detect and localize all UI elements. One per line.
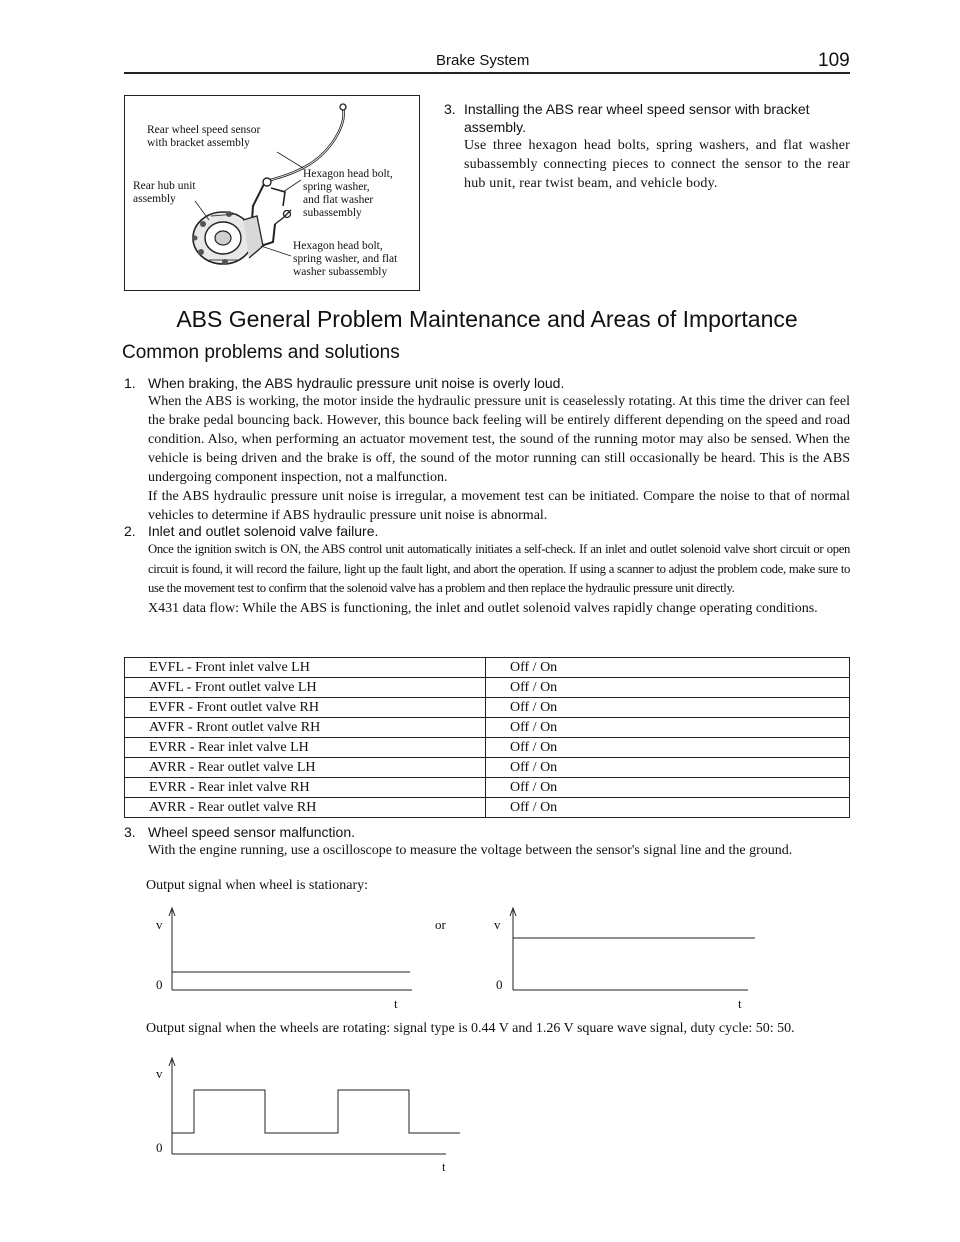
install-step-title: Installing the ABS rear wheel speed sensor with bracket assembly. <box>464 101 810 135</box>
valve-data-table <box>124 657 850 818</box>
valve-name-cell: EVRR - Rear inlet valve RH <box>125 778 486 798</box>
valve-state-cell: Off / On <box>486 738 850 758</box>
install-step-number: 3. <box>444 101 456 117</box>
graph-c-square-wave <box>172 1090 460 1133</box>
graph-c-v-label: v <box>156 1066 163 1081</box>
problem-1-number: 1. <box>124 375 136 391</box>
valve-state-cell: Off / On <box>486 778 850 798</box>
valve-state-cell: Off / On <box>486 758 850 778</box>
label-hub: Rear hub unit assembly <box>133 180 196 205</box>
graph-c-zero-label: 0 <box>156 1140 163 1155</box>
problem-1-heading <box>124 374 850 392</box>
valve-name-cell: AVRR - Rear outlet valve RH <box>125 798 486 818</box>
table-row <box>125 778 850 798</box>
problem-2-title: Inlet and outlet solenoid valve failure. <box>148 523 379 539</box>
subsection-title: Common problems and solutions <box>122 342 400 363</box>
sensor-figure <box>124 95 420 291</box>
valve-state-cell: Off / On <box>486 718 850 738</box>
graph-b-t-label: t <box>738 996 742 1011</box>
problem-1-paragraph: When the ABS is working, the motor inside the hydraulic pressure unit is ceaselessly rotating. At this time the driver can feel the brake pedal bouncing back. However, this bounce back feeling will be entirely different depending on the speed and road condition. Also, when performing an actuator movement test, the sound of the running motor may also be sensed. When the vehicle is being driven and the brake is off, the sound of the motor running can still occasionally be heard. This is the ABS undergoing component inspection, not a malfunction. <box>148 394 850 485</box>
valve-name-cell: AVFR - Rront outlet valve RH <box>125 718 486 738</box>
valve-name-cell: EVRR - Rear inlet valve LH <box>125 738 486 758</box>
table-row <box>125 738 850 758</box>
problem-item-2 <box>124 522 850 618</box>
table-row <box>125 698 850 718</box>
valve-name-cell: AVRR - Rear outlet valve LH <box>125 758 486 778</box>
table-row <box>125 658 850 678</box>
valve-name-cell: AVFL - Front outlet valve LH <box>125 678 486 698</box>
problem-1-title: When braking, the ABS hydraulic pressure unit noise is overly loud. <box>148 375 565 391</box>
label-bolt-2: Hexagon head bolt, spring washer, and flat washer subassembly <box>293 240 398 278</box>
problem-2-heading <box>124 522 850 540</box>
graph-a-y-arrow <box>169 908 175 916</box>
valve-state-cell: Off / On <box>486 658 850 678</box>
valve-state-cell: Off / On <box>486 698 850 718</box>
graph-c-t-label: t <box>442 1159 446 1174</box>
valve-name-cell: EVFL - Front inlet valve LH <box>125 658 486 678</box>
problem-2-paragraph: Once the ignition switch is ON, the ABS control unit automatically initiates a self-check. If an inlet and outlet solenoid valve short circuit or open circuit is found, it will record the failure, light up the fault light, and abort the operation. If using a scanner to adjust the problem code, make sure to use the movement test to confirm that the solenoid valve has a problem and then replace the hydraulic pressure unit directly. <box>148 542 850 595</box>
problem-3-heading <box>124 823 850 841</box>
running-header-title: Brake System <box>436 52 530 69</box>
valve-state-cell: Off / On <box>486 798 850 818</box>
label-bolt-1: Hexagon head bolt, spring washer, and flat washer subassembly <box>303 168 393 219</box>
stationary-caption: Output signal when wheel is stationary: <box>146 878 369 893</box>
problem-item-3 <box>124 823 850 860</box>
problem-3-paragraph: With the engine running, use a oscilloscope to measure the voltage between the sensor's signal line and the ground. <box>148 843 793 858</box>
table-row <box>125 758 850 778</box>
graph-a-t-label: t <box>394 996 398 1011</box>
problem-2-number: 2. <box>124 523 136 539</box>
table-row <box>125 798 850 818</box>
install-step-body: Use three hexagon head bolts, spring washers, and flat washer subassembly connecting pieces to connect the sensor to the rear hub unit, rear twist beam, and vehicle body. <box>464 138 850 191</box>
graph-b-zero-label: 0 <box>496 977 503 992</box>
header-rule <box>124 72 850 74</box>
table-row <box>125 718 850 738</box>
valve-name-cell: EVFR - Front outlet valve RH <box>125 698 486 718</box>
problem-item-1 <box>124 374 850 525</box>
page-number: 109 <box>818 50 850 71</box>
graph-a-zero-label: 0 <box>156 977 163 992</box>
label-sensor: Rear wheel speed sensor with bracket assembly <box>147 124 261 149</box>
graph-b-v-label: v <box>494 917 501 932</box>
install-step-heading <box>444 100 854 136</box>
graph-c-y-arrow <box>169 1058 175 1066</box>
rotating-caption: Output signal when the wheels are rotating: signal type is 0.44 V and 1.26 V square wave signal, duty cycle: 50: 50. <box>146 1021 795 1036</box>
or-label: or <box>435 917 446 932</box>
valve-state-cell: Off / On <box>486 678 850 698</box>
problem-2-paragraph: X431 data flow: While the ABS is functioning, the inlet and outlet solenoid valves rapidly change operating conditions. <box>148 600 818 616</box>
graph-b-y-arrow <box>510 908 516 916</box>
section-title: ABS General Problem Maintenance and Areas of Importance <box>176 306 798 332</box>
table-row <box>125 678 850 698</box>
problem-1-paragraph: If the ABS hydraulic pressure unit noise is irregular, a movement test can be initiated. Compare the noise to that of normal vehicles to determine if ABS hydraulic pressure unit noise is abnormal. <box>148 489 850 523</box>
problem-3-number: 3. <box>124 824 136 840</box>
graph-a-v-label: v <box>156 917 163 932</box>
problem-3-title: Wheel speed sensor malfunction. <box>148 824 355 840</box>
